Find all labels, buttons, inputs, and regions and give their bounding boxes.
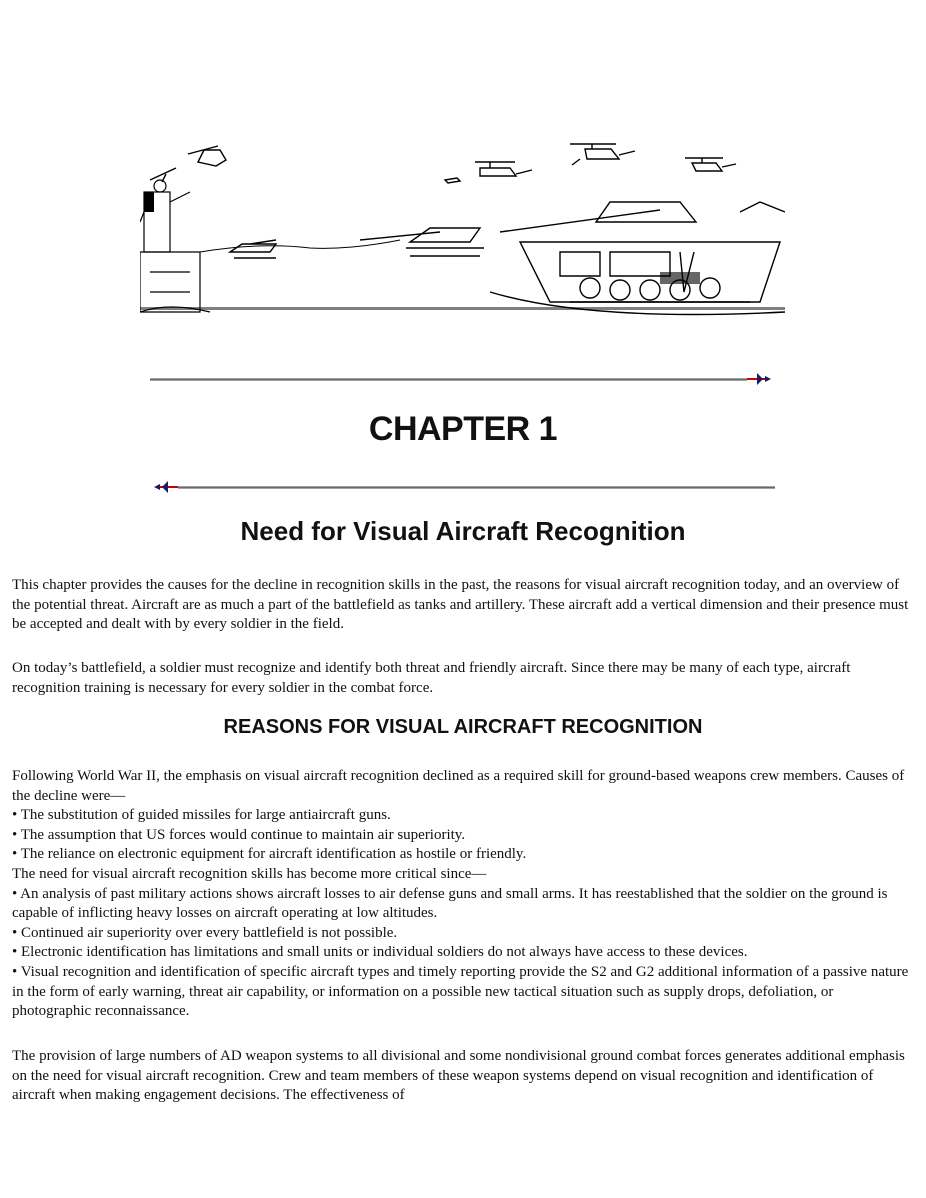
battlefield-illustration — [140, 122, 785, 330]
section-heading: REASONS FOR VISUAL AIRCRAFT RECOGNITION — [223, 716, 703, 738]
closing-paragraph: The provision of large numbers of AD weapon systems to all divisional and some nondivisional ground combat forces generates additional emphasis on the need for visual aircraft recognition. Crew and team members of these weapon systems depend on visual recognition and identification of aircraft when making engagement decisions. The effectiveness of — [12, 1048, 905, 1104]
bullet-item: • Continued air superiority over every battlefield is not possible. — [12, 924, 398, 941]
bullet-item: • The assumption that US forces would continue to maintain air superiority. — [12, 826, 466, 843]
helicopter-icon — [685, 158, 736, 171]
body-line: The need for visual aircraft recognition skills has become more critical since— — [12, 865, 487, 882]
divider-bottom — [150, 480, 775, 494]
helicopter-icon — [150, 146, 226, 182]
helicopter-icon — [570, 144, 635, 165]
divider-line — [150, 378, 747, 381]
body-line: Following World War II, the emphasis on visual aircraft recognition declined as a required skill for ground-based weapons crew members. Causes of the decline were— — [12, 768, 905, 804]
chapter-label: CHAPTER 1 — [368, 410, 558, 448]
artillery-silhouette — [360, 228, 484, 256]
section-body — [12, 767, 916, 1022]
jet-icon — [747, 372, 773, 386]
tank-silhouette — [490, 202, 785, 315]
helicopter-icon — [475, 162, 532, 176]
bullet-item: • Visual recognition and identification of specific aircraft types and timely reporting provide the S2 and G2 additional information of a passive nature in the form of early warning, threat air capability, or information on a possible new tactical situation such as supply drops, defoliation, or photographic reconnaissance. — [12, 963, 909, 1020]
intro-paragraph-2: On today’s battlefield, a soldier must recognize and identify both threat and friendly aircraft. Since there may be many of each type, aircraft recognition training is necessary for every soldier in the combat force. — [12, 660, 851, 696]
bullet-item: • The substitution of guided missiles for large antiaircraft guns. — [12, 807, 391, 824]
bullet-item: • Electronic identification has limitations and small units or individual soldiers do not always have access to these devices. — [12, 944, 748, 961]
page-title: Need for Visual Aircraft Recognition — [240, 516, 686, 546]
intro-paragraph-1: This chapter provides the causes for the decline in recognition skills in the past, the reasons for visual aircraft recognition today, and an overview of the potential threat. Aircraft are as much a part of the battlefield as tanks and artillery. These aircraft add a vertical dimension and their presence must be accepted and dealt with by every soldier in the field. — [12, 577, 909, 633]
jet-icon — [152, 480, 178, 494]
bullet-item: • An analysis of past military actions shows aircraft losses to air defense guns and small arms. It has reestablished that the soldier on the ground is capable of inflicting heavy losses on aircraft operating at low altitudes. — [12, 885, 888, 922]
divider-line — [178, 486, 775, 489]
divider-top — [150, 372, 775, 386]
bullet-item: • The reliance on electronic equipment for aircraft identification as hostile or friendly. — [12, 846, 527, 863]
